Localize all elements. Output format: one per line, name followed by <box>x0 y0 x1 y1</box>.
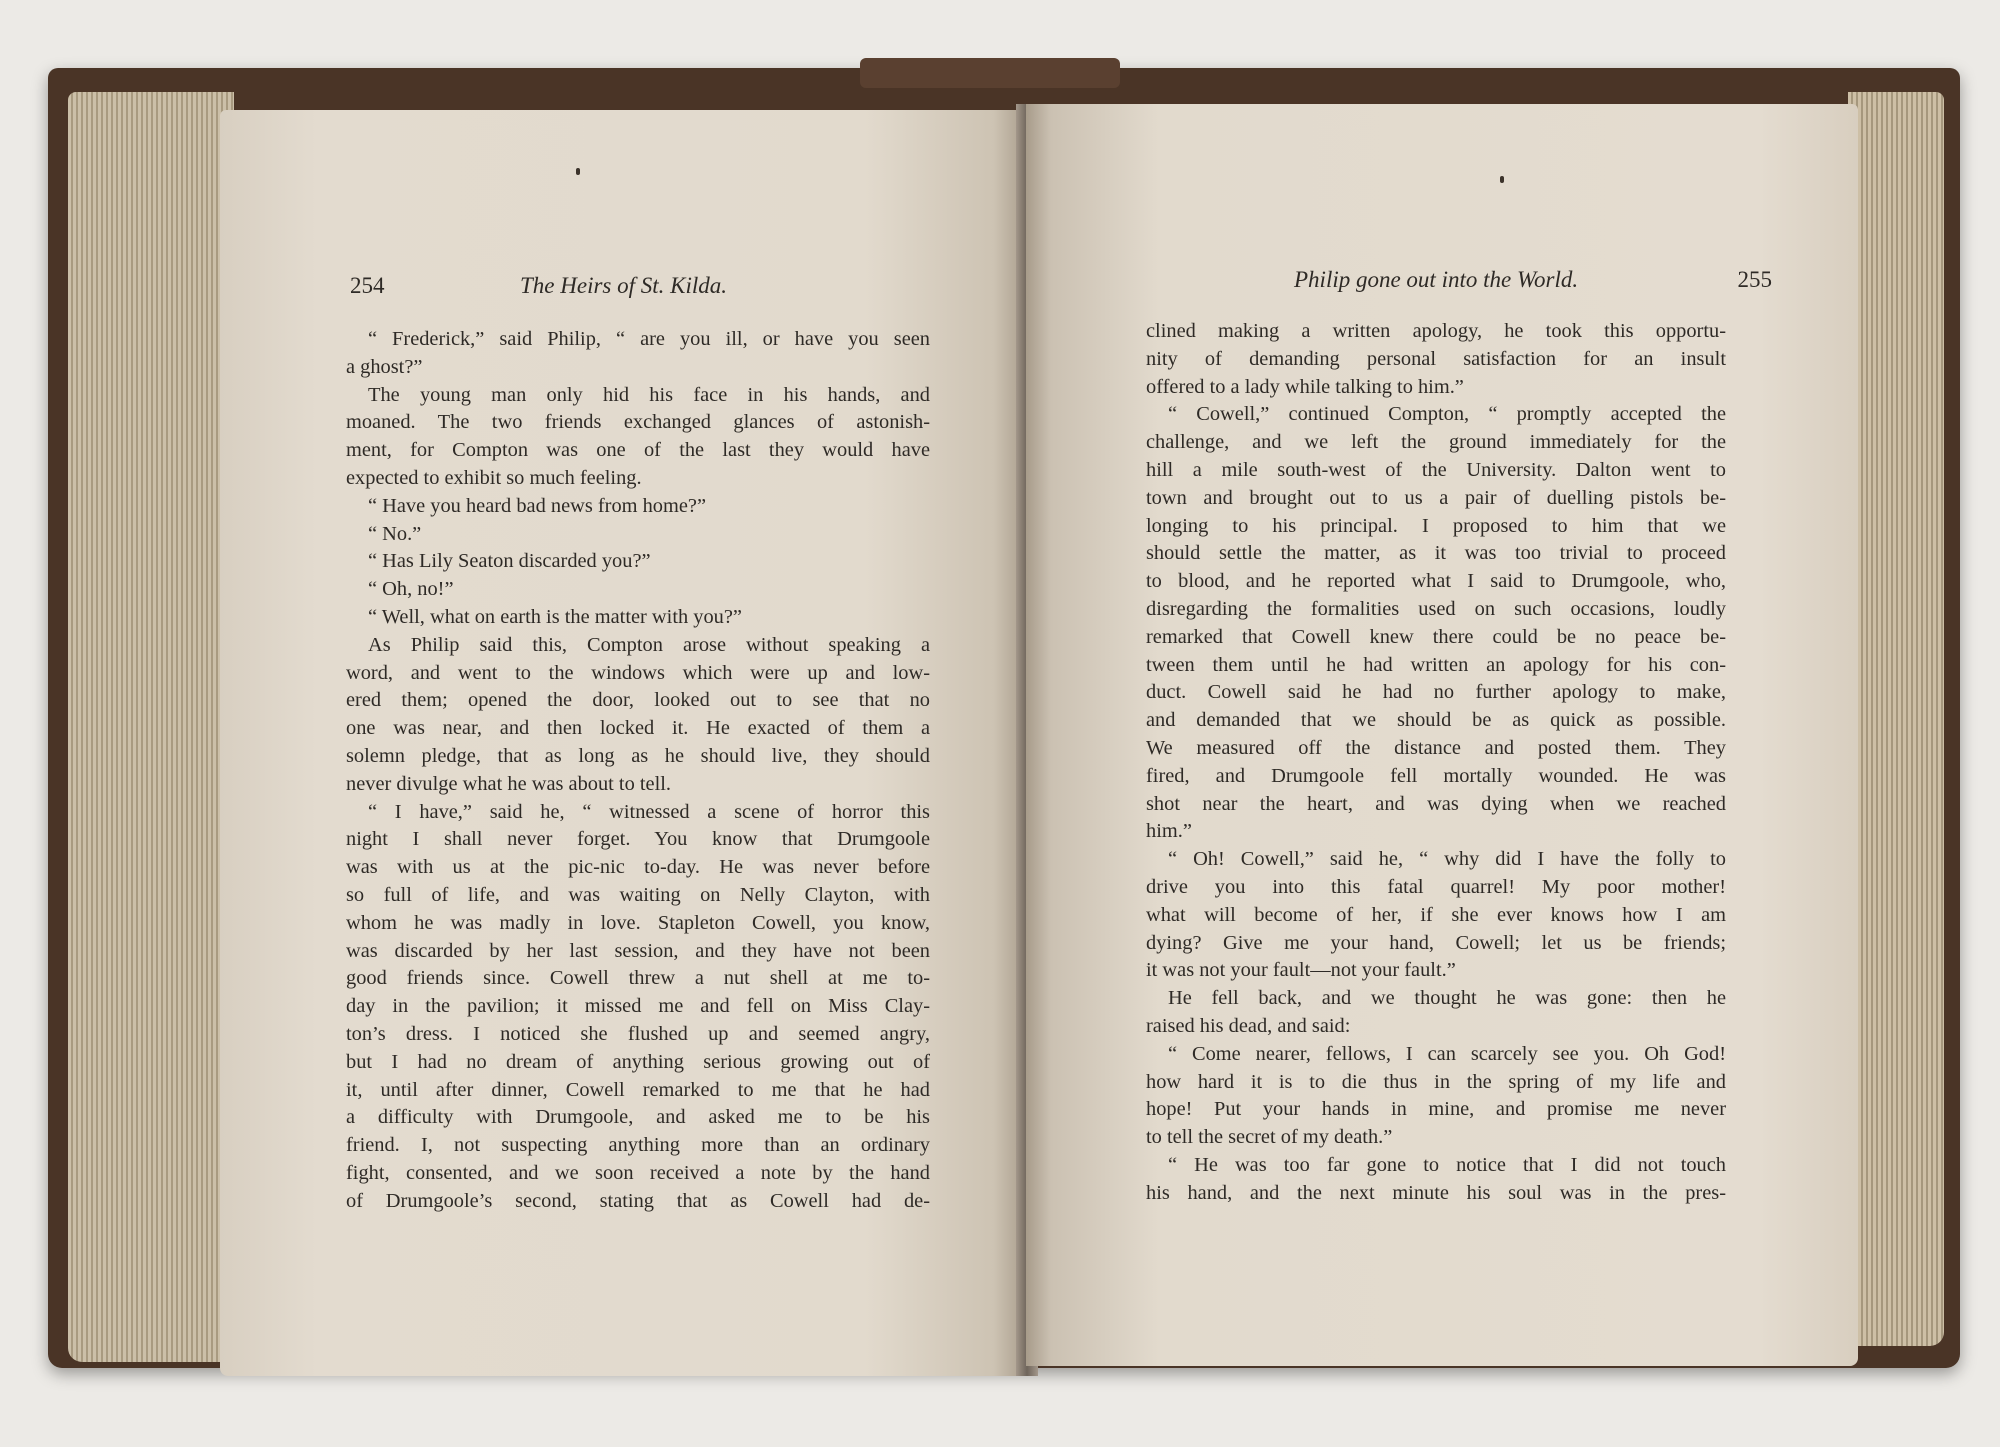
text-line: and demanded that we should be as quick as possible. <box>1146 709 1726 732</box>
text-line: him.” <box>1146 820 1192 843</box>
text-line: was with us at the pic-nic to-day. He was never before <box>346 856 930 879</box>
text-line: whom he was madly in love. Stapleton Cowell, you know, <box>346 911 930 934</box>
text-line: As Philip said this, Compton arose without speaking a <box>368 633 930 656</box>
text-line: “ Well, what on earth is the matter with you?” <box>368 605 742 628</box>
text-line: to blood, and he reported what I said to Drumgoole, who, <box>1146 570 1726 593</box>
text-line: “ Have you heard bad news from home?” <box>368 494 707 517</box>
running-title: Philip gone out into the World. <box>1294 267 1579 292</box>
right-page-edges <box>1848 92 1944 1346</box>
text-line: raised his dead, and said: <box>1146 1014 1351 1037</box>
text-line: longing to his principal. I proposed to him that we <box>1146 514 1726 537</box>
text-line: “ Frederick,” said Philip, “ are you ill, or have you seen <box>368 328 930 350</box>
text-line: a difficulty with Drumgoole, and asked me to be his <box>346 1106 930 1129</box>
text-line: “ Come nearer, fellows, I can scarcely see you. Oh God! <box>1168 1042 1726 1065</box>
text-line: “ He was too far gone to notice that I did not touch <box>1168 1153 1726 1176</box>
text-line: offered to a lady while talking to him.” <box>1146 375 1464 398</box>
ink-speck <box>576 168 580 175</box>
text-line: word, and went to the windows which were up and low- <box>346 661 930 684</box>
text-line: He fell back, and we thought he was gone: then he <box>1168 987 1726 1010</box>
text-line: it was not your fault—not your fault.” <box>1146 959 1456 982</box>
text-line: so full of life, and was waiting on Nelly Clayton, with <box>346 883 930 906</box>
left-running-head <box>350 268 1010 304</box>
text-line: remarked that Cowell knew there could be no peace be- <box>1146 625 1726 648</box>
page-number: 254 <box>350 273 385 298</box>
text-line: but I had no dream of anything serious growing out of <box>346 1050 930 1073</box>
ink-speck <box>1500 176 1504 183</box>
text-line: fired, and Drumgoole fell mortally wounded. He was <box>1146 764 1726 787</box>
text-line: how hard it is to die thus in the spring of my life and <box>1146 1070 1726 1093</box>
text-line: solemn pledge, that as long as he should live, they should <box>346 744 930 767</box>
text-line: “ No.” <box>368 522 422 545</box>
text-line: drive you into this fatal quarrel! My poor mother! <box>1146 875 1726 898</box>
text-line: friend. I, not suspecting anything more than an ordinary <box>346 1134 930 1157</box>
text-line: hill a mile south-west of the University. Dalton went to <box>1146 458 1726 481</box>
text-line: “ Oh, no!” <box>368 578 454 601</box>
body-text <box>1146 318 1726 1208</box>
right-running-head <box>1142 262 1772 298</box>
text-line: day in the pavilion; it missed me and fell on Miss Clay- <box>346 995 930 1018</box>
text-line: what will become of her, if she ever knows how I am <box>1146 903 1726 926</box>
text-line: should settle the matter, as it was too trivial to proceed <box>1146 542 1726 565</box>
text-line: town and brought out to us a pair of duelling pistols be- <box>1146 486 1726 509</box>
text-line: was discarded by her last session, and they have not been <box>346 939 930 962</box>
text-line: never divulge what he was about to tell. <box>346 772 672 795</box>
text-line: nity of demanding personal satisfaction for an insult <box>1146 347 1726 370</box>
text-line: his hand, and the next minute his soul was in the pres- <box>1146 1181 1726 1204</box>
text-line: one was near, and then locked it. He exacted of them a <box>346 717 930 740</box>
text-line: ment, for Compton was one of the last they would have <box>346 439 930 462</box>
page-number: 255 <box>1737 267 1772 292</box>
text-line: “ Cowell,” continued Compton, “ promptly accepted the <box>1168 403 1726 426</box>
text-line: hope! Put your hands in mine, and promise me never <box>1146 1098 1726 1121</box>
text-line: moaned. The two friends exchanged glances of astonish- <box>346 411 930 434</box>
text-line: “ Oh! Cowell,” said he, “ why did I have the folly to <box>1168 848 1726 871</box>
text-line: tween them until he had written an apology for his con- <box>1146 653 1726 676</box>
text-line: fight, consented, and we soon received a note by the hand <box>346 1161 930 1184</box>
text-line: “ Has Lily Seaton discarded you?” <box>368 550 651 573</box>
text-line: ered them; opened the door, looked out to see that no <box>346 689 930 712</box>
text-line: expected to exhibit so much feeling. <box>346 466 642 489</box>
running-title: The Heirs of St. Kilda. <box>520 273 728 298</box>
body-text <box>346 326 930 1216</box>
left-page-edges <box>68 92 234 1362</box>
text-line: a ghost?” <box>346 355 423 378</box>
text-line: We measured off the distance and posted them. They <box>1146 736 1726 759</box>
text-line: shot near the heart, and was dying when we reached <box>1146 792 1726 815</box>
text-line: “ I have,” said he, “ witnessed a scene of horror this <box>368 800 930 823</box>
text-line: duct. Cowell said he had no further apology to make, <box>1146 681 1726 704</box>
book-spine <box>860 58 1120 88</box>
right-page <box>1026 104 1858 1366</box>
text-line: The young man only hid his face in his hands, and <box>368 383 930 406</box>
left-page <box>220 110 1026 1376</box>
text-line: disregarding the formalities used on such occasions, loudly <box>1146 597 1726 620</box>
text-line: challenge, and we left the ground immediately for the <box>1146 431 1726 454</box>
text-line: dying? Give me your hand, Cowell; let us be friends; <box>1146 931 1726 954</box>
text-line: ton’s dress. I noticed she flushed up and seemed angry, <box>346 1022 930 1045</box>
text-line: clined making a written apology, he took this opportu- <box>1146 320 1726 342</box>
text-line: to tell the secret of my death.” <box>1146 1126 1393 1149</box>
text-line: it, until after dinner, Cowell remarked to me that he had <box>346 1078 930 1101</box>
text-line: night I shall never forget. You know that Drumgoole <box>346 828 930 851</box>
text-line: of Drumgoole’s second, stating that as Cowell had de- <box>346 1189 930 1212</box>
text-line: good friends since. Cowell threw a nut shell at me to- <box>346 967 930 990</box>
